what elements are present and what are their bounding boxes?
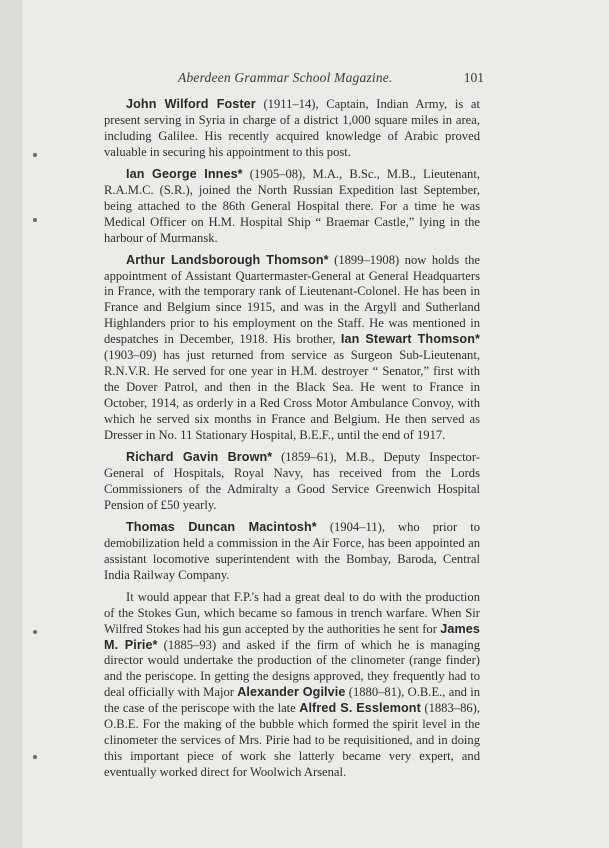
paragraph-text: (1905–08), M.A., B.Sc., M.B., Lieutenant, R.A.M.C. (S.R.), joined the North Russian Expedition last September, being attached to the 86th General Hospital there. For a time he was Medical Officer on H.M. Hospital Ship “ Braemar Castle,” lying in the harbour of Murmansk.	[104, 166, 481, 245]
paragraph-text: (1859–61), M.B., Deputy Inspector-General of Hospitals, Royal Navy, has received from the Lords Commissioners of the Admiralty a Good Service Greenwich Hospital Pension of £50 yearly.	[104, 450, 480, 512]
person-name: Alexander Ogilvie	[237, 685, 346, 700]
person-name: Ian George Innes*	[126, 166, 243, 181]
person-name: John Wilford Foster	[126, 97, 256, 111]
paragraph	[104, 590, 480, 781]
person-name: Alfred S. Esslemont	[299, 701, 421, 716]
paragraph	[104, 167, 480, 247]
person-name: Arthur Landsborough Thomson*	[126, 252, 329, 267]
page-number: 101	[463, 70, 484, 85]
paragraph-text: (1899–1908) now holds the appointment of Assistant Quartermaster-General at General Headquarters in France, with the temporary rank of Lieutenant-Colonel. He has been in France and Belgium since 1915, and was in the Argyll and Sutherland Highlanders prior to his employment on the Staff. He was mentioned in despatches in December, 1918. His brother,	[104, 252, 480, 347]
article-body	[104, 97, 480, 787]
running-header	[120, 70, 492, 90]
paragraph	[104, 520, 480, 584]
paragraph-text: (1885–93) and asked if the firm of which he is managing director would undertake the production of the clinometer (range finder) and the periscope. In getting the designs approved, they frequently had to deal officially with Major	[104, 637, 481, 700]
person-name: Richard Gavin Brown*	[126, 450, 273, 465]
punch-hole-mark	[33, 153, 37, 157]
paragraph-text: (1904–11), who prior to demobilization held a commission in the Air Force, has been appointed an assistant locomotive superintendent with the Bombay, Baroda, Central India Railway Company.	[104, 519, 480, 582]
paragraph	[104, 253, 480, 444]
paragraph	[104, 97, 480, 161]
paragraph-text: (1880–81), O.B.E., and in the case of the periscope with the late	[104, 685, 480, 716]
person-name: Thomas Duncan Macintosh*	[126, 519, 317, 534]
punch-hole-mark	[33, 755, 37, 759]
paragraph	[104, 450, 480, 514]
paragraph-text: (1883–86), O.B.E. For the making of the bubble which formed the spirit level in the clinometer the services of Mrs. Pirie had to be requisitioned, and in doing this important piece of work she latterly became very expert, and eventually worked direct for Woolwich Arsenal.	[104, 701, 481, 780]
punch-hole-mark	[33, 218, 37, 222]
paragraph-text: (1911–14), Captain, Indian Army, is at present serving in Syria in charge of a district 1,000 square miles in area, including Galilee. His recently acquired knowledge of Arabic proved valuable in securing his appointment to this post.	[104, 97, 480, 159]
punch-hole-mark	[33, 630, 37, 634]
page-left-margin-shadow	[0, 0, 22, 848]
magazine-title: Aberdeen Grammar School Magazine.	[178, 70, 393, 85]
person-name: Ian Stewart Thomson*	[340, 332, 480, 347]
paragraph-text: (1903–09) has just returned from service as Surgeon Sub-Lieutenant, R.N.V.R. He served for one year in H.M. destroyer “ Senator,” first with the Dover Patrol, and then in the Black Sea. He went to France in October, 1914, as orderly in a Red Cross Motor Ambulance Convoy, with which he served six months in France and Belgium. He then served as Dresser in No. 11 Stationary Hospital, B.E.F., until the end of 1917.	[104, 348, 480, 443]
paragraph-text: It would appear that F.P.'s had a great deal to do with the production of the Stokes Gun, which became so famous in trench warfare. When Sir Wilfred Stokes had his gun accepted by the authorities he sent for	[104, 589, 480, 636]
person-name: James M. Pirie*	[104, 621, 480, 652]
